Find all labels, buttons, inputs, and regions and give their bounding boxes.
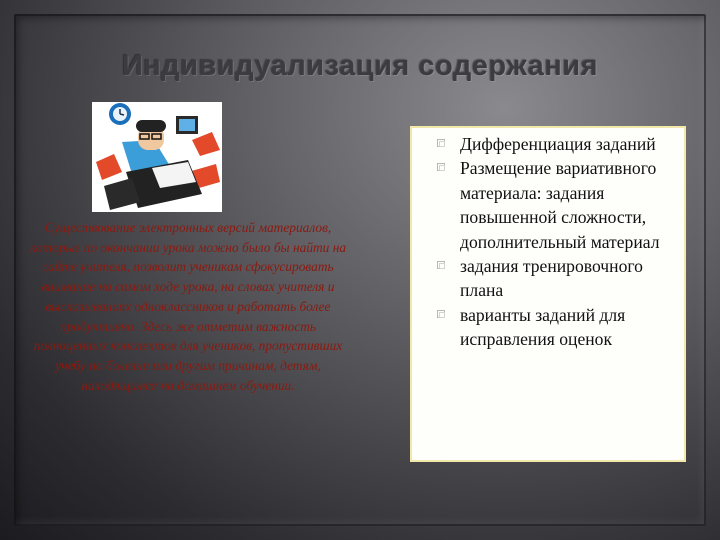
bullet-square-icon [437, 163, 445, 171]
caption-text: Существование электронных версий материалов, которые по окончании урока можно было бы найти на сайте учителя, позволит ученикам сфокусировать внимание на самом ходе урока, на словах учителя и высказываниях одноклассников и работать более продуктивно. Здесь же отметим важность полноценных конспектов для учеников, пропустивших учебу по болезни или другим причинам, детям, находящимся на домашнем обучении. [29, 220, 347, 393]
slide-title: Индивидуализация содержания [121, 50, 599, 82]
bullet-square-icon [437, 310, 445, 318]
bullet-item: задания тренировочного плана [412, 254, 684, 303]
bullet-item: Размещение вариативного материала: задания повышенной сложности, дополнительный материал [412, 156, 684, 254]
bullet-list [412, 132, 684, 352]
teacher-at-computer-icon [92, 102, 222, 212]
bullet-square-icon [437, 261, 445, 269]
bullet-panel [410, 126, 686, 462]
bullet-square-icon [437, 139, 445, 147]
bullet-item: варианты заданий для исправления оценок [412, 303, 684, 352]
bullet-item: Дифференциация заданий [412, 132, 684, 156]
